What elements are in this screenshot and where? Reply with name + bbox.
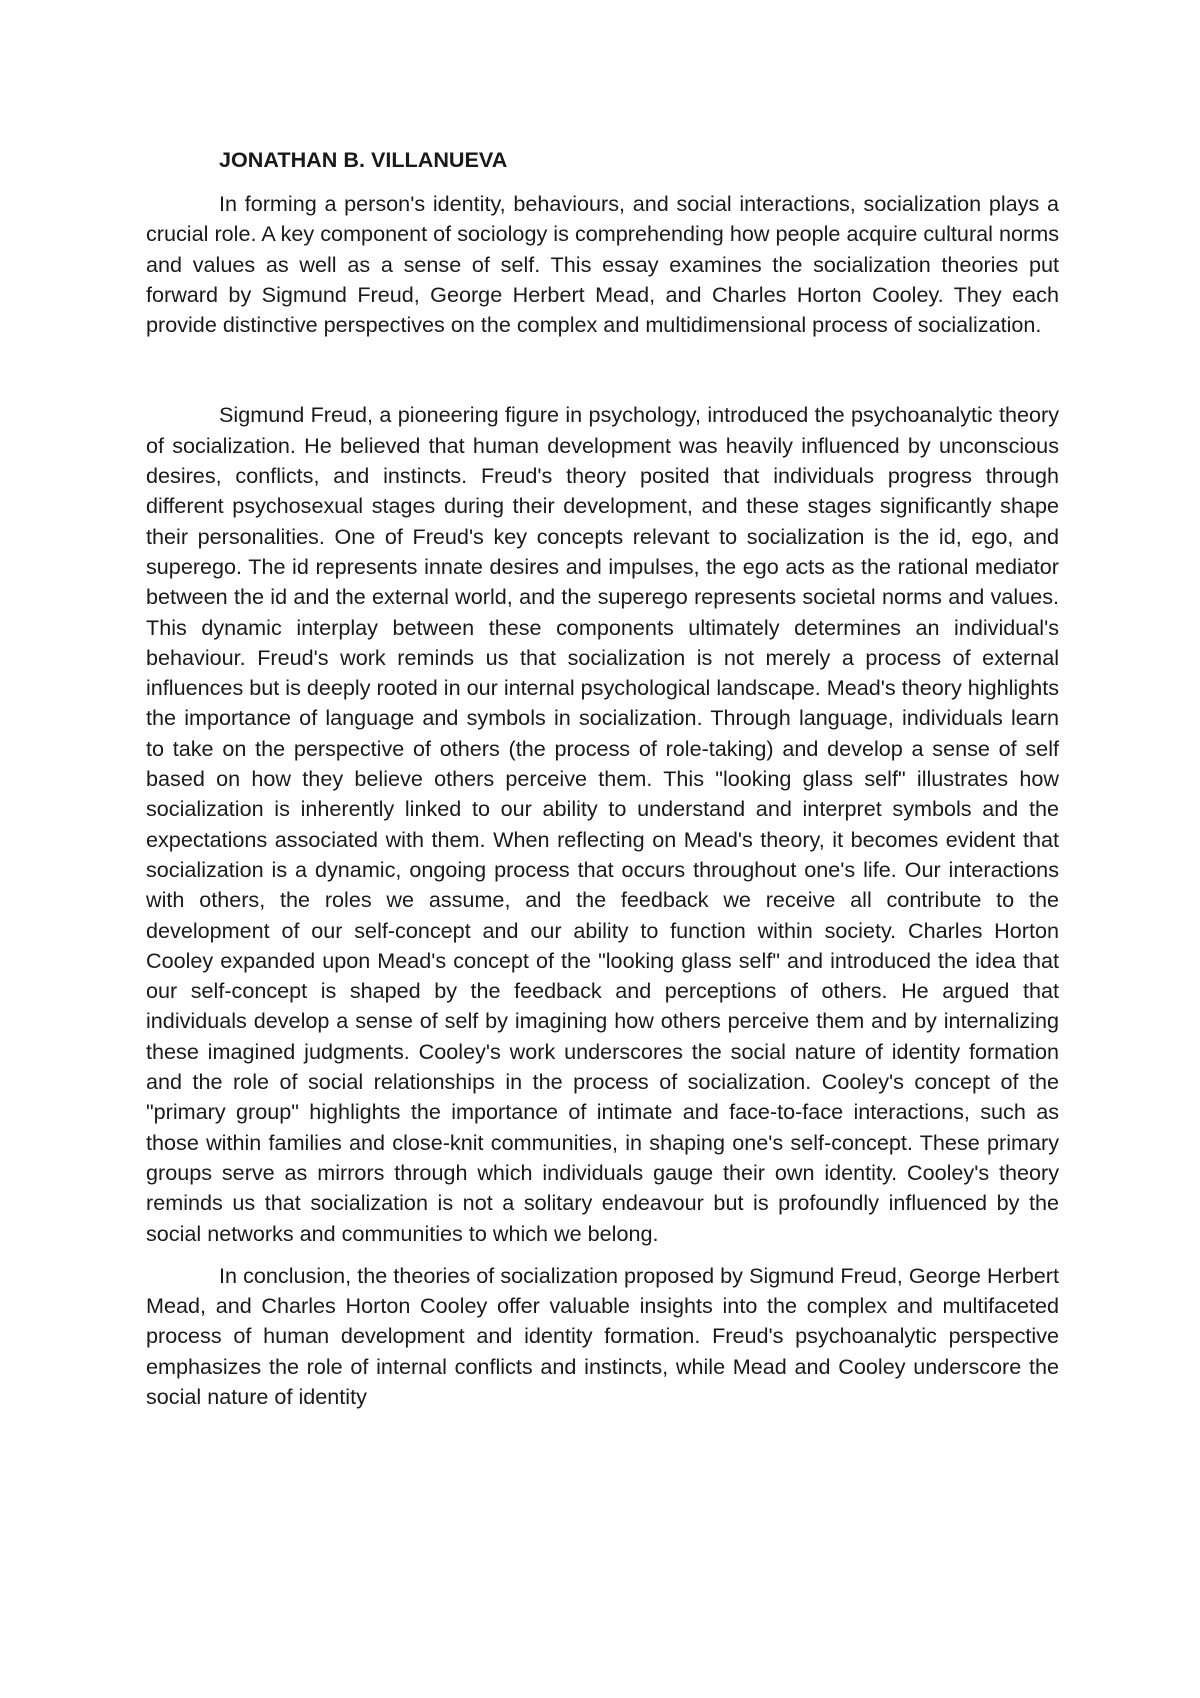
paragraph-theories: Sigmund Freud, a pioneering figure in psychology, introduced the psychoanalytic theory of socialization. He believed that human development was heavily influenced by unconscious desires, conflicts, and instincts. Freud's theory posited that individuals progress through different psychosexual stages during their development, and these stages significantly shape their personalities. One of Freud's key concepts relevant to socialization is the id, ego, and superego. The id represents innate desires and impulses, the ego acts as the rational mediator between the id and the external world, and the superego represents societal norms and values. This dynamic interplay between these components ultimately determines an individual's behaviour. Freud's work reminds us that socialization is not merely a process of external influences but is deeply rooted in our internal psychological landscape. Mead's theory highlights the importance of language and symbols in socialization. Through language, individuals learn to take on the perspective of others (the process of role-taking) and develop a sense of self based on how they believe others perceive them. This "looking glass self" illustrates how socialization is inherently linked to our ability to understand and interpret symbols and the expectations associated with them. When reflecting on Mead's theory, it becomes evident that socialization is a dynamic, ongoing process that occurs throughout one's life. Our interactions with others, the roles we assume, and the feedback we receive all contribute to the development of our self-concept and our ability to function within society. Charles Horton Cooley expanded upon Mead's concept of the "looking glass self" and introduced the idea that our self-concept is shaped by the feedback and perceptions of others. He argued that individuals develop a sense of self by imagining how others perceive them and by internalizing these imagined judgments. Cooley's work underscores the social nature of identity formation and the role of social relationships in the process of socialization. Cooley's concept of the "primary group" highlights the importance of intimate and face-to-face interactions, such as those within families and close-knit communities, in shaping one's self-concept. These primary groups serve as mirrors through which individuals gauge their own identity. Cooley's theory reminds us that socialization is not a solitary endeavour but is profoundly influenced by the social networks and communities to which we belong.: [146, 402, 1059, 1246]
paragraph-conclusion: In conclusion, the theories of socialization proposed by Sigmund Freud, George Herbert Mead, and Charles Horton Cooley offer valuable insights into the complex and multifaceted process of human development and identity formation. Freud's psychoanalytic perspective emphasizes the role of internal conflicts and instincts, while Mead and Cooley underscore the social nature of identity: [146, 1262, 1059, 1409]
paragraph-introduction: In forming a person's identity, behaviours, and social interactions, socialization plays a crucial role. A key component of sociology is comprehending how people acquire cultural norms and values as well as a sense of self. This essay examines the socialization theories put forward by Sigmund Freud, George Herbert Mead, and Charles Horton Cooley. They each provide distinctive perspectives on the complex and multidimensional process of socialization.: [146, 191, 1059, 338]
author-name: JONATHAN B. VILLANUEVA: [219, 147, 508, 172]
document-body: [146, 145, 1059, 1412]
